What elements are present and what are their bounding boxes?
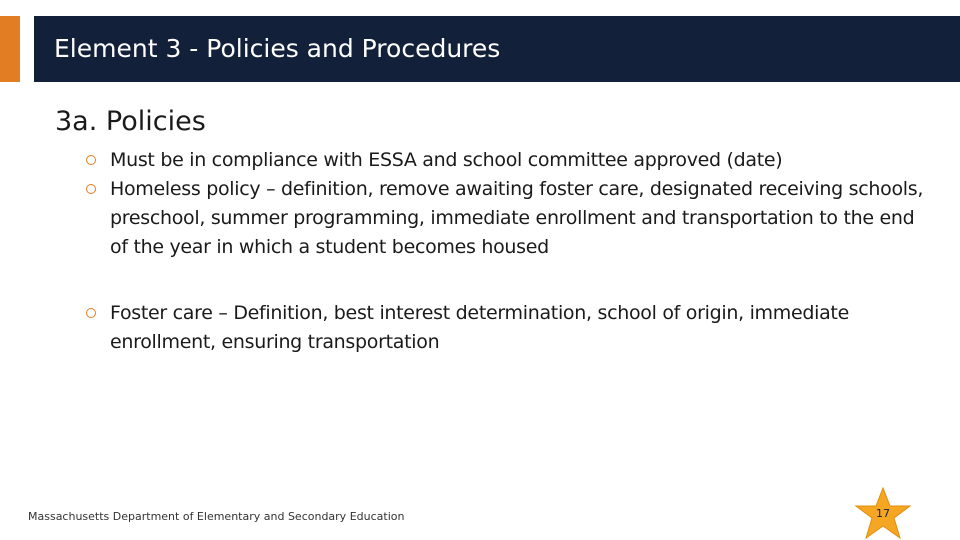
title-bar: [34, 16, 960, 82]
bullet-circle-icon: [86, 308, 96, 318]
accent-bar: [0, 16, 20, 82]
bullet-item: [86, 146, 936, 175]
slide-title: Element 3 - Policies and Procedures: [54, 34, 501, 63]
bullet-item: [86, 175, 936, 262]
section-heading: 3a. Policies: [55, 106, 206, 137]
bullet-item: [86, 299, 936, 357]
page-number-badge: [853, 486, 913, 540]
page-number: 17: [876, 507, 890, 520]
bullet-circle-icon: [86, 155, 96, 165]
bullet-list: [86, 146, 936, 357]
bullet-text: Must be in compliance with ESSA and school committee approved (date): [110, 149, 783, 171]
bullet-text: Homeless policy – definition, remove awaiting foster care, designated receiving schools, preschool, summer programming, immediate enrollment and transportation to the end of the year in which a student becomes housed: [110, 178, 924, 258]
footer-organization: Massachusetts Department of Elementary and Secondary Education: [28, 510, 405, 523]
bullet-text: Foster care – Definition, best interest determination, school of origin, immediate enrollment, ensuring transportation: [110, 302, 849, 353]
bullet-circle-icon: [86, 184, 96, 194]
